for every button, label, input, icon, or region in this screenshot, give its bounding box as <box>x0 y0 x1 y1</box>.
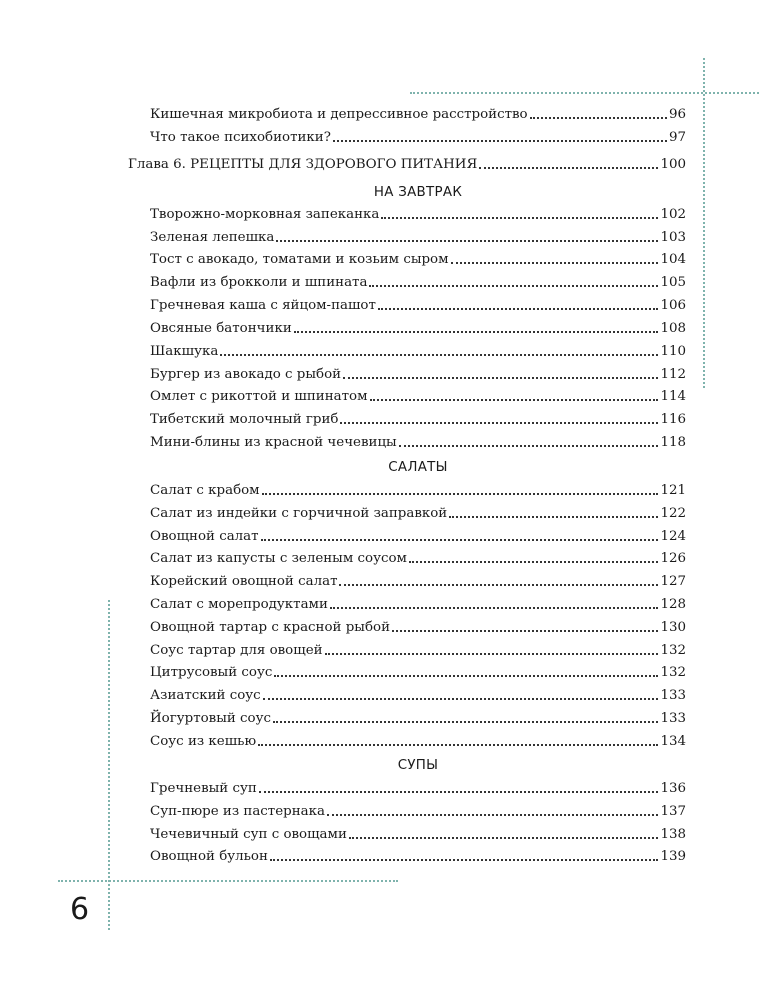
toc-leader-dots <box>262 493 659 495</box>
toc-entry-page: 102 <box>660 207 686 222</box>
toc-entry-title: Салат из индейки с горчичной заправкой <box>150 506 448 521</box>
toc-entry[interactable] <box>150 295 686 317</box>
toc-entry[interactable] <box>150 364 686 386</box>
decor-dotted-line-top-right-vertical <box>703 58 705 388</box>
toc-leader-dots <box>273 721 658 723</box>
toc-entry-title: Что такое психобиотики? <box>150 130 331 145</box>
toc-leader-dots <box>392 630 658 632</box>
toc-entry-title: Салат с крабом <box>150 483 260 498</box>
toc-entry-page: 114 <box>660 389 686 404</box>
toc-entry[interactable] <box>150 778 686 800</box>
toc-leader-dots <box>340 422 658 424</box>
toc-entry-title: Соус из кешью <box>150 734 257 749</box>
toc-leader-dots <box>530 117 667 119</box>
toc-entry-title: Тибетский молочный гриб <box>150 412 339 427</box>
toc-section-heading-breakfast: НА ЗАВТРАК <box>373 185 463 200</box>
toc-entry-page: 138 <box>660 827 686 842</box>
toc-entry-page: 104 <box>660 252 686 267</box>
toc-entry-page: 130 <box>660 620 686 635</box>
toc-entry-page: 132 <box>660 643 686 658</box>
toc-entry-page: 108 <box>660 321 686 336</box>
toc-leader-dots <box>325 653 659 655</box>
toc-entry-page: 136 <box>660 781 686 796</box>
toc-entry-title: Творожно-морковная запеканка <box>150 207 380 222</box>
toc-entry-title: Соус тартар для овощей <box>150 643 323 658</box>
toc-entry[interactable] <box>150 432 686 454</box>
toc-entry-page: 96 <box>668 107 686 122</box>
toc-entry-title: Мини-блины из красной чечевицы <box>150 435 397 450</box>
toc-chapter-page: 100 <box>660 157 686 172</box>
toc-entry[interactable] <box>150 127 686 149</box>
toc-entry-title: Йогуртовый соус <box>150 711 271 726</box>
toc-entry[interactable] <box>150 571 686 593</box>
toc-entry[interactable] <box>150 272 686 294</box>
toc-entry-title: Бургер из авокадо с рыбой <box>150 367 342 382</box>
toc-entry[interactable] <box>150 640 686 662</box>
toc-chapter-entry[interactable] <box>128 154 686 176</box>
toc-leader-dots <box>349 837 659 839</box>
toc-entry-page: 110 <box>660 344 686 359</box>
toc-leader-dots <box>330 607 659 609</box>
toc-entry[interactable] <box>150 617 686 639</box>
toc-entry-page: 122 <box>660 506 686 521</box>
toc-entry-page: 106 <box>660 298 686 313</box>
toc-entry-page: 128 <box>660 597 686 612</box>
toc-entry-title: Салат с морепродуктами <box>150 597 328 612</box>
toc-entry-page: 127 <box>660 574 686 589</box>
toc-entry-title: Гречневый суп <box>150 781 257 796</box>
toc-leader-dots <box>449 516 658 518</box>
toc-entry[interactable] <box>150 846 686 868</box>
toc-leader-dots <box>479 167 658 169</box>
toc-entry-title: Чечевичный суп с овощами <box>150 827 347 842</box>
toc-entry[interactable] <box>150 526 686 548</box>
toc-entry-page: 116 <box>660 412 686 427</box>
toc-chapter-title: Глава 6. РЕЦЕПТЫ ДЛЯ ЗДОРОВОГО ПИТАНИЯ <box>128 157 478 172</box>
toc-entry[interactable] <box>150 409 686 431</box>
toc-leader-dots <box>327 814 658 816</box>
toc-entry-title: Корейский овощной салат <box>150 574 338 589</box>
toc-leader-dots <box>343 377 658 379</box>
toc-entry-title: Шакшука <box>150 344 219 359</box>
toc-entry[interactable] <box>150 227 686 249</box>
toc-section-heading-soups: СУПЫ <box>397 758 439 773</box>
toc-entry-title: Кишечная микробиота и депрессивное расстройство <box>150 107 528 122</box>
toc-leader-dots <box>451 262 659 264</box>
toc-entry[interactable] <box>150 731 686 753</box>
toc-entry[interactable] <box>150 685 686 707</box>
toc-entry-page: 121 <box>660 483 686 498</box>
toc-entry[interactable] <box>150 480 686 502</box>
toc-entry-title: Азиатский соус <box>150 688 261 703</box>
toc-entry[interactable] <box>150 708 686 730</box>
toc-leader-dots <box>258 744 658 746</box>
toc-entry-page: 139 <box>660 849 686 864</box>
toc-leader-dots <box>339 584 658 586</box>
toc-leader-dots <box>263 698 659 700</box>
toc-entry[interactable] <box>150 341 686 363</box>
toc-entry-title: Зеленая лепешка <box>150 230 275 245</box>
toc-entry[interactable] <box>150 548 686 570</box>
toc-entry-title: Овсяные батончики <box>150 321 292 336</box>
toc-leader-dots <box>259 791 659 793</box>
toc-leader-dots <box>369 285 658 287</box>
toc-entry-page: 132 <box>660 665 686 680</box>
toc-entry-title: Цитрусовый соус <box>150 665 273 680</box>
toc-entry-page: 112 <box>660 367 686 382</box>
toc-entry[interactable] <box>150 249 686 271</box>
toc-entry[interactable] <box>150 386 686 408</box>
toc-leader-dots <box>274 675 658 677</box>
toc-section-heading-salads: САЛАТЫ <box>388 460 448 475</box>
toc-entry[interactable] <box>150 662 686 684</box>
toc-leader-dots <box>276 240 658 242</box>
toc-leader-dots <box>220 354 658 356</box>
toc-entry[interactable] <box>150 824 686 846</box>
toc-entry-title: Салат из капусты с зеленым соусом <box>150 551 407 566</box>
toc-leader-dots <box>333 140 667 142</box>
toc-leader-dots <box>381 217 658 219</box>
toc-entry-title: Омлет с рикоттой и шпинатом <box>150 389 368 404</box>
toc-entry[interactable] <box>150 594 686 616</box>
toc-leader-dots <box>261 539 659 541</box>
toc-leader-dots <box>399 445 659 447</box>
toc-entry-page: 126 <box>660 551 686 566</box>
toc-entry-page: 137 <box>660 804 686 819</box>
toc-entry-title: Овощной салат <box>150 529 259 544</box>
toc-entry-title: Вафли из брокколи и шпината <box>150 275 368 290</box>
toc-entry-page: 133 <box>660 688 686 703</box>
toc-entry[interactable] <box>150 503 686 525</box>
toc-entry-title: Гречневая каша с яйцом-пашот <box>150 298 376 313</box>
page-number: 6 <box>70 892 90 927</box>
toc-leader-dots <box>294 331 659 333</box>
toc-leader-dots <box>409 561 659 563</box>
toc-leader-dots <box>378 308 659 310</box>
decor-dotted-line-bottom-left-horizontal <box>58 880 398 882</box>
toc-leader-dots <box>370 399 659 401</box>
toc-entry[interactable] <box>150 104 686 126</box>
toc-entry-title: Овощной тартар с красной рыбой <box>150 620 391 635</box>
toc-entry-page: 105 <box>660 275 686 290</box>
toc-entry-title: Овощной бульон <box>150 849 268 864</box>
toc-entry-page: 134 <box>660 734 686 749</box>
toc-leader-dots <box>270 859 659 861</box>
toc-entry-page: 118 <box>660 435 686 450</box>
toc-entry[interactable] <box>150 801 686 823</box>
toc-entry-page: 124 <box>660 529 686 544</box>
toc-entry-title: Суп-пюре из пастернака <box>150 804 325 819</box>
toc-entry[interactable] <box>150 318 686 340</box>
toc-entry-page: 103 <box>660 230 686 245</box>
toc-entry-page: 133 <box>660 711 686 726</box>
decor-dotted-line-top-right-horizontal <box>410 92 759 94</box>
toc-entry-title: Тост с авокадо, томатами и козьим сыром <box>150 252 449 267</box>
toc-entry-page: 97 <box>668 130 686 145</box>
toc-entry[interactable] <box>150 204 686 226</box>
